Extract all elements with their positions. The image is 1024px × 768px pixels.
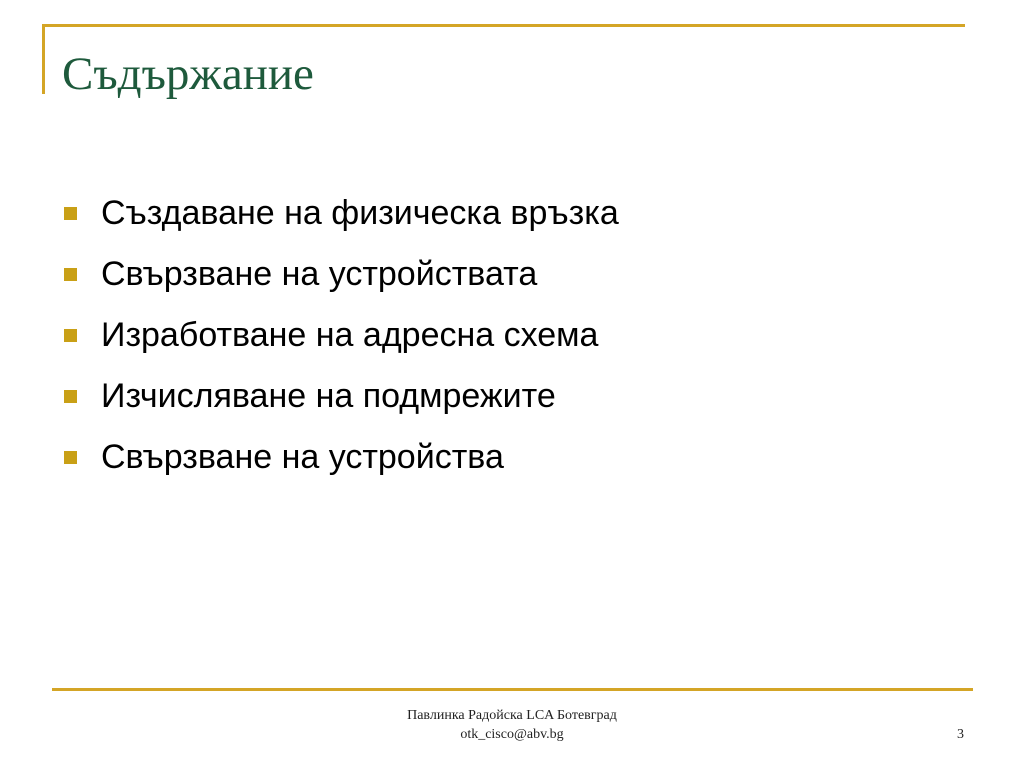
- square-bullet-icon: [64, 451, 77, 464]
- frame-left-line: [42, 24, 45, 94]
- square-bullet-icon: [64, 390, 77, 403]
- square-bullet-icon: [64, 268, 77, 281]
- bullet-text: Свързване на устройства: [101, 438, 504, 476]
- square-bullet-icon: [64, 329, 77, 342]
- bullet-text: Свързване на устройствата: [101, 255, 538, 293]
- footer-email: otk_cisco@abv.bg: [460, 727, 564, 742]
- footer: [300, 706, 724, 744]
- bullet-text: Изработване на адресна схема: [101, 316, 599, 354]
- slide-title: Съдържание: [62, 48, 314, 100]
- footer-author: Павлинка Радойска LCA Ботевград: [407, 708, 617, 723]
- square-bullet-icon: [64, 207, 77, 220]
- bullet-text: Изчисляване на подмрежите: [101, 377, 556, 415]
- bullet-text: Създаване на физическа връзка: [101, 194, 619, 232]
- frame-top-line: [42, 24, 965, 27]
- frame-bottom-line: [52, 688, 973, 691]
- page-number: 3: [957, 727, 964, 742]
